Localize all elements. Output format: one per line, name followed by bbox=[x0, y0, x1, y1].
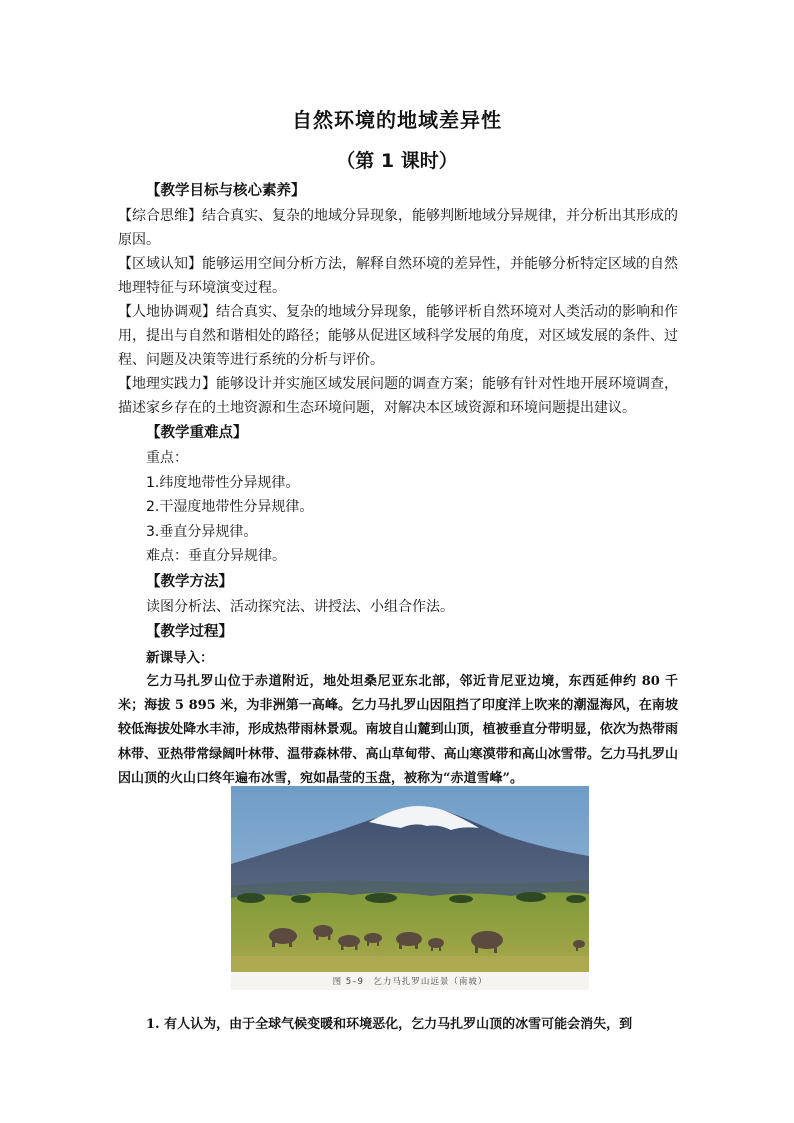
intro-paragraph: 乞力马扎罗山位于赤道附近，地处坦桑尼亚东北部，邻近肯尼亚边境，东西延伸约 80 千米；海拔 5 895 米，为非洲第一高峰。乞力马扎罗山因阻挡了印度洋上吹来的潮湿海风，在南坡较低海拔处降水丰沛，形成热带雨林景观。南坡自山麓到山顶，植被垂直分带明显，依次为热带雨林带、亚热带常绿阔叶林带、温带森林带、高山草甸带、高山寒漠带和高山冰雪带。乞力马扎罗山因山顶的火山口终年遍布冰雪，宛如晶莹的玉盘，被称为“赤道雪峰”。 bbox=[118, 674, 678, 786]
document-body bbox=[118, 178, 678, 791]
section-heading-methods: 【教学方法】 bbox=[146, 573, 233, 590]
kilimanjaro-photo bbox=[231, 786, 589, 990]
foreground-grass bbox=[231, 956, 589, 972]
question-1: 1. 有人认为，由于全球气候变暖和环境恶化，乞力马扎罗山顶的冰雪可能会消失，到 bbox=[146, 1017, 633, 1032]
document-title: 自然环境的地域差异性 bbox=[292, 108, 502, 132]
section-heading-process: 【教学过程】 bbox=[146, 624, 233, 640]
focus-item: 2.干湿度地带性分异规律。 bbox=[146, 499, 314, 515]
difficulty-line: 难点：垂直分异规律。 bbox=[146, 548, 286, 564]
methods-text: 读图分析法、活动探究法、讲授法、小组合作法。 bbox=[146, 598, 454, 615]
intro-label: 新课导入： bbox=[146, 650, 214, 666]
goal-geographic-practice: 【地理实践力】能够设计并实施区域发展问题的调查方案；能够有针对性地开展环境调查，描述家乡存在的土地资源和生态环境问题，对解决本区域资源和环境问题提出建议。 bbox=[118, 376, 678, 416]
document-subtitle: （第 1 课时） bbox=[336, 150, 458, 172]
goal-comprehensive-thinking: 【综合思维】结合真实、复杂的地域分异现象，能够判断地域分异规律，并分析出其形成的原因。 bbox=[118, 208, 678, 248]
figure-caption: 图 5–9 乞力马扎罗山远景（南坡） bbox=[332, 977, 488, 987]
kilimanjaro-illustration bbox=[231, 786, 589, 972]
goal-human-earth-harmony: 【人地协调观】结合真实、复杂的地域分异现象，能够评析自然环境对人类活动的影响和作用，提出与自然和谐相处的路径；能够从促进区域科学发展的角度，对区域发展的条件、过程、问题及决策等进行系统的分析与评价。 bbox=[118, 304, 678, 368]
goal-regional-cognition: 【区域认知】能够运用空间分析方法，解释自然环境的差异性，并能够分析特定区域的自然地理特征与环境演变过程。 bbox=[118, 256, 678, 296]
focus-item: 3.垂直分异规律。 bbox=[146, 523, 258, 540]
focus-label: 重点： bbox=[146, 450, 188, 466]
section-heading-goals: 【教学目标与核心素养】 bbox=[146, 183, 306, 199]
focus-item: 1.纬度地带性分异规律。 bbox=[146, 474, 300, 491]
section-heading-key-points: 【教学重难点】 bbox=[146, 425, 248, 441]
